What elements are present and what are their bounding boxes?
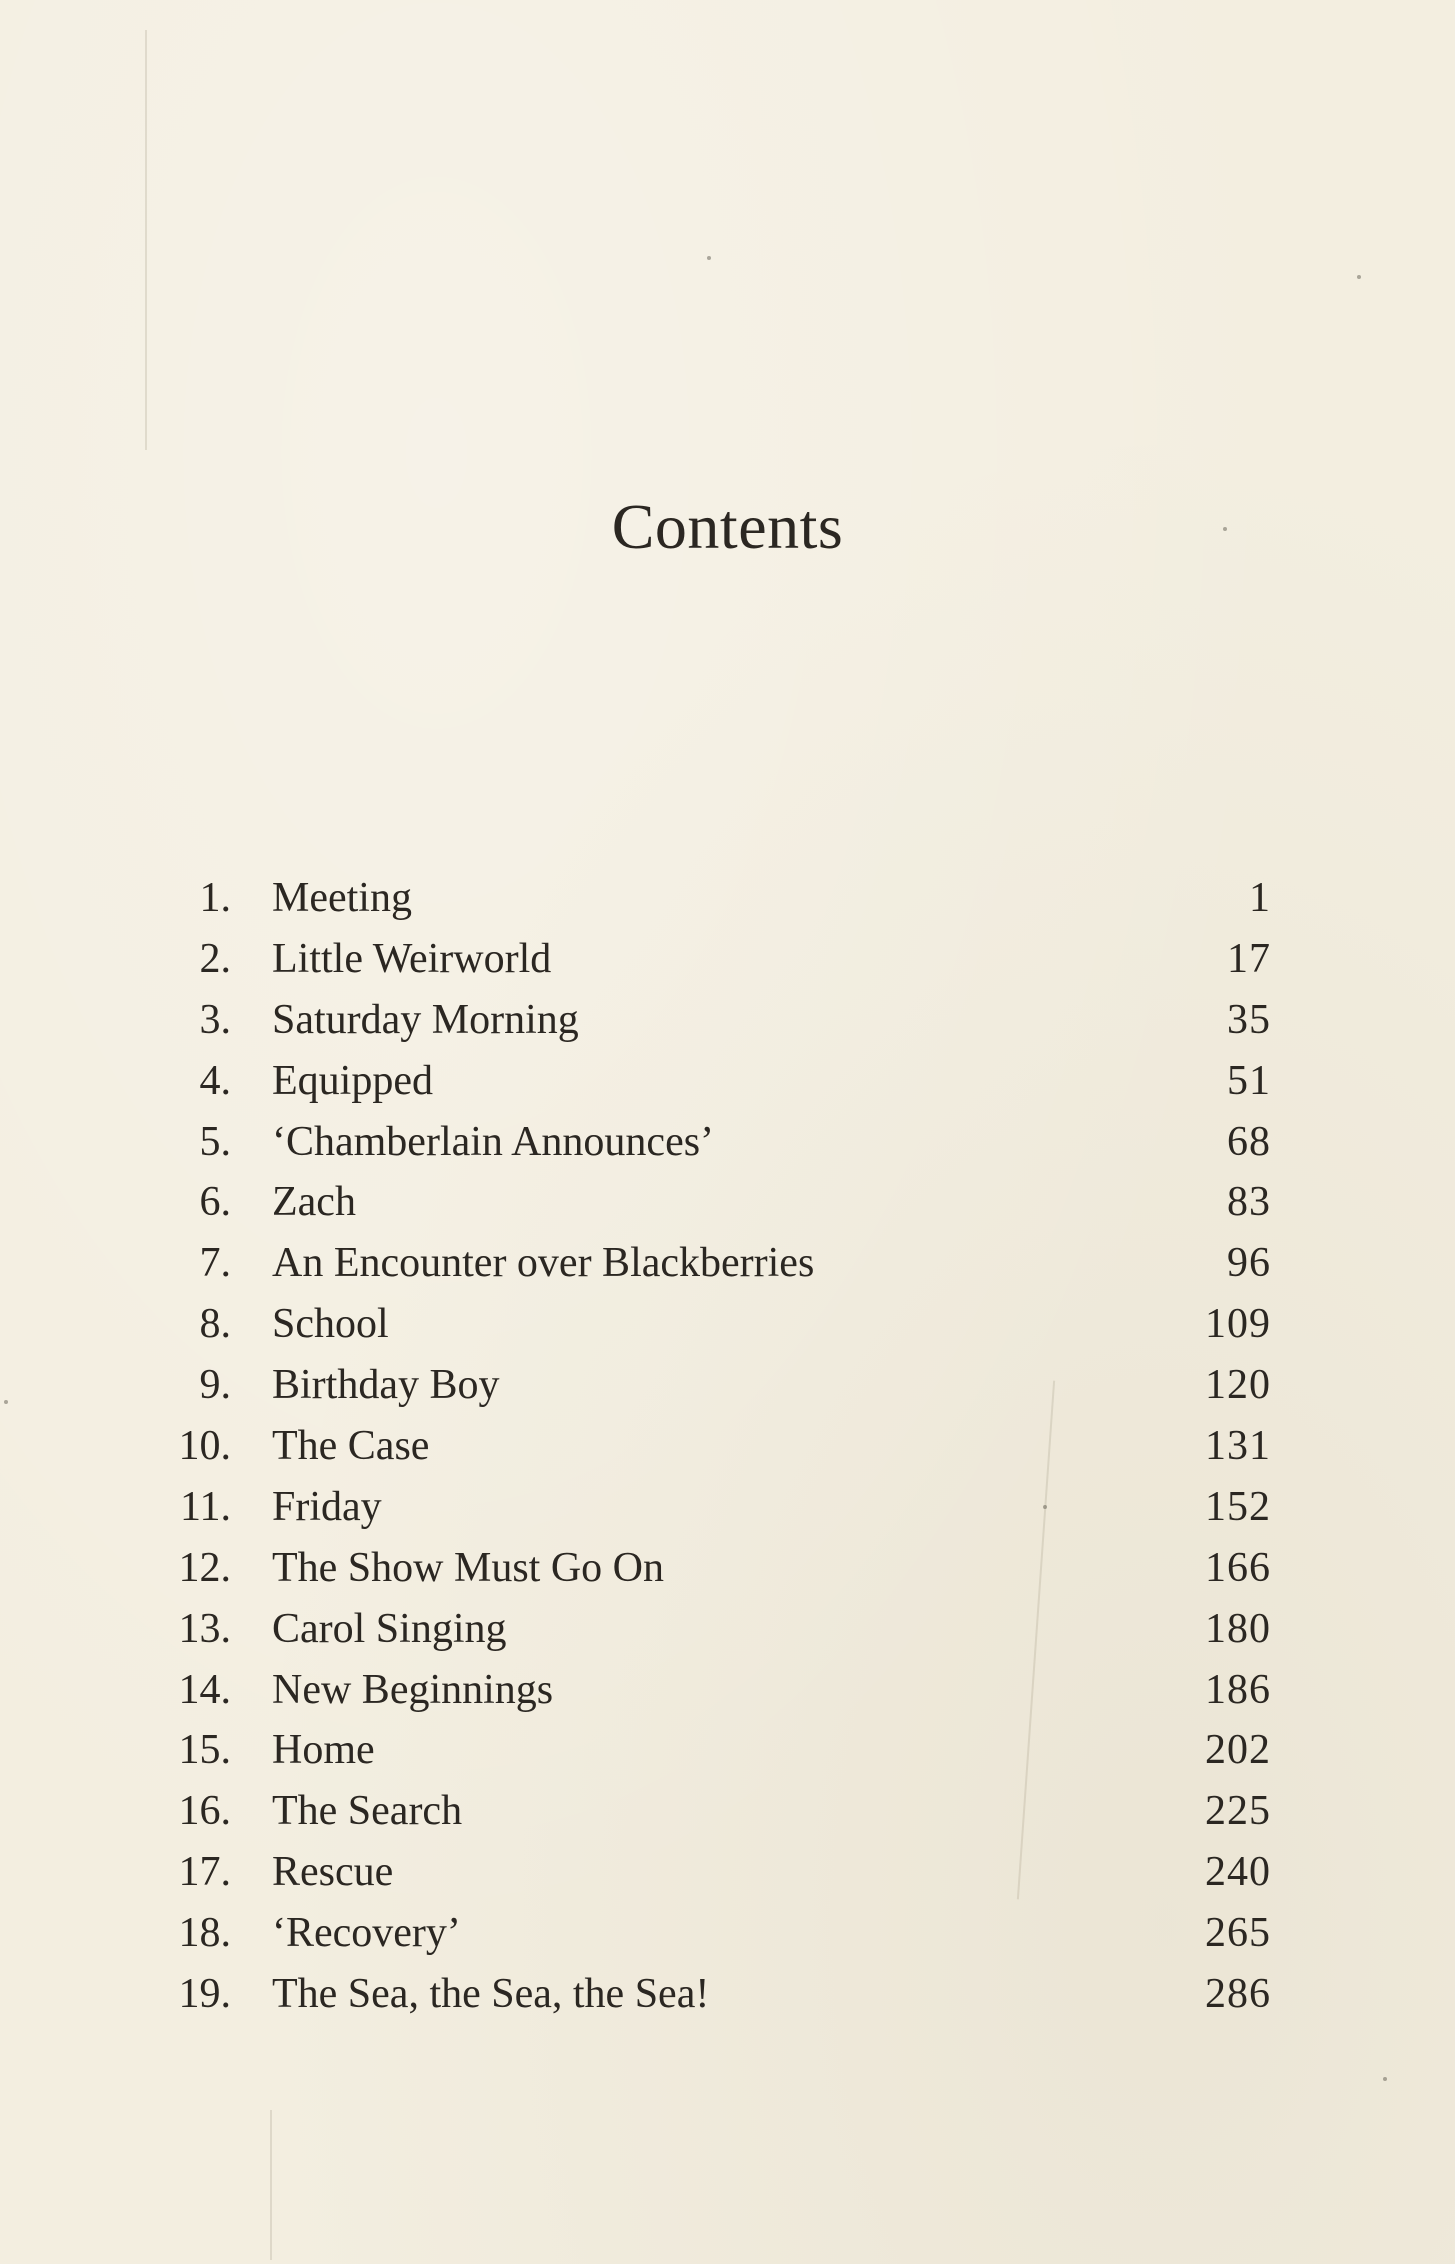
toc-chapter-number: 6. <box>199 1179 231 1226</box>
toc-chapter-title: Little Weirworld <box>272 935 552 982</box>
toc-page-number: 96 <box>1227 1240 1271 1287</box>
toc-entry <box>0 1599 1455 1660</box>
toc-chapter-number: 1. <box>199 875 231 921</box>
toc-page-number: 186 <box>1205 1666 1271 1713</box>
paper-crease-mark <box>270 2110 272 2260</box>
toc-chapter-title: Saturday Morning <box>272 996 579 1043</box>
toc-entry <box>0 929 1455 990</box>
toc-page-number: 83 <box>1227 1179 1271 1226</box>
toc-entry <box>0 868 1455 929</box>
toc-chapter-title: Rescue <box>272 1849 394 1896</box>
toc-entry <box>0 1294 1455 1355</box>
toc-entry <box>0 1538 1455 1599</box>
table-of-contents <box>0 868 1455 2025</box>
toc-entry <box>0 1660 1455 1721</box>
toc-chapter-title: Birthday Boy <box>272 1362 500 1409</box>
toc-entry <box>0 1112 1455 1173</box>
toc-page-number: 225 <box>1205 1788 1271 1835</box>
toc-chapter-number: 2. <box>199 935 231 982</box>
toc-chapter-number: 5. <box>199 1118 231 1165</box>
toc-entry <box>0 990 1455 1051</box>
toc-chapter-title: Equipped <box>272 1057 433 1104</box>
toc-entry <box>0 1172 1455 1233</box>
toc-chapter-title: Carol Singing <box>272 1605 507 1652</box>
toc-page-number: 286 <box>1205 1971 1271 2018</box>
toc-chapter-number: 9. <box>199 1362 231 1409</box>
toc-chapter-number: 15. <box>178 1727 231 1774</box>
paper-speck <box>1383 2077 1387 2081</box>
toc-chapter-number: 3. <box>199 996 231 1043</box>
toc-entry <box>0 1051 1455 1112</box>
toc-entry <box>0 1355 1455 1416</box>
toc-chapter-title: Home <box>272 1727 375 1774</box>
toc-chapter-title: ‘Recovery’ <box>272 1910 461 1957</box>
toc-chapter-number: 16. <box>178 1788 231 1835</box>
paper-crease-mark <box>145 30 147 450</box>
toc-page-number: 240 <box>1205 1849 1271 1896</box>
toc-chapter-number: 14. <box>178 1666 231 1713</box>
paper-speck <box>707 256 711 260</box>
toc-page-number: 1 <box>1249 875 1271 921</box>
toc-page-number: 166 <box>1205 1544 1271 1591</box>
toc-entry <box>0 1477 1455 1538</box>
toc-entry <box>0 1903 1455 1964</box>
toc-chapter-number: 7. <box>199 1240 231 1287</box>
toc-page-number: 202 <box>1205 1727 1271 1774</box>
toc-page-number: 109 <box>1205 1301 1271 1348</box>
toc-entry <box>0 1964 1455 2025</box>
toc-chapter-title: The Case <box>272 1423 430 1470</box>
toc-chapter-title: School <box>272 1301 389 1348</box>
toc-chapter-number: 10. <box>178 1423 231 1470</box>
toc-entry <box>0 1233 1455 1294</box>
toc-page-number: 120 <box>1205 1362 1271 1409</box>
toc-page-number: 265 <box>1205 1910 1271 1957</box>
toc-page-number: 51 <box>1227 1057 1271 1104</box>
toc-chapter-title: The Search <box>272 1788 463 1835</box>
toc-page-number: 68 <box>1227 1118 1271 1165</box>
toc-chapter-number: 17. <box>178 1849 231 1896</box>
toc-chapter-title: An Encounter over Blackberries <box>272 1240 815 1287</box>
toc-chapter-title: The Show Must Go On <box>272 1544 665 1591</box>
toc-chapter-title: Friday <box>272 1483 382 1530</box>
toc-chapter-title: New Beginnings <box>272 1666 554 1713</box>
toc-entry <box>0 1781 1455 1842</box>
page-title: Contents <box>611 491 844 562</box>
toc-entry <box>0 1416 1455 1477</box>
toc-chapter-title: The Sea, the Sea, the Sea! <box>272 1971 710 2018</box>
paper-speck <box>1357 275 1361 279</box>
toc-chapter-title: Zach <box>272 1179 356 1226</box>
toc-entry <box>0 1842 1455 1903</box>
toc-page-number: 35 <box>1227 996 1271 1043</box>
toc-chapter-number: 12. <box>178 1544 231 1591</box>
toc-page-number: 180 <box>1205 1605 1271 1652</box>
toc-chapter-number: 13. <box>178 1605 231 1652</box>
toc-page-number: 17 <box>1227 935 1271 982</box>
toc-page-number: 152 <box>1205 1483 1271 1530</box>
toc-page-number: 131 <box>1205 1423 1271 1470</box>
toc-chapter-number: 19. <box>178 1971 231 2018</box>
toc-chapter-title: ‘Chamberlain Announces’ <box>272 1118 715 1165</box>
toc-chapter-number: 11. <box>180 1483 231 1530</box>
toc-chapter-number: 8. <box>199 1301 231 1348</box>
toc-chapter-number: 4. <box>199 1057 231 1104</box>
toc-chapter-number: 18. <box>178 1910 231 1957</box>
toc-entry <box>0 1720 1455 1781</box>
toc-chapter-title: Meeting <box>272 875 412 921</box>
